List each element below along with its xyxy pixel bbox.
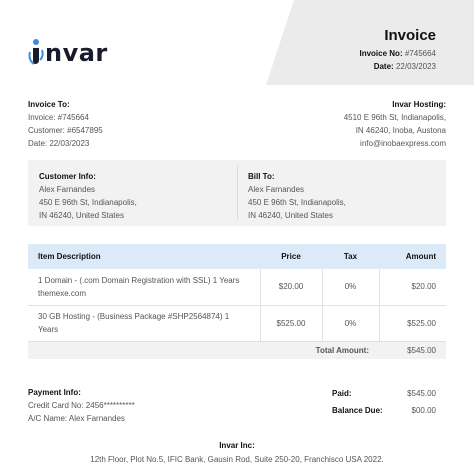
item-amount: $525.00 <box>379 305 446 341</box>
item-description: 30 GB Hosting - (Business Package #SHP2564874) 1 Years <box>28 305 260 341</box>
table-header-row <box>28 244 446 269</box>
bill-to-line: 450 E 96th St, Indianapolis, <box>248 198 346 207</box>
info-box <box>28 160 446 226</box>
hosting-heading: Invar Hosting: <box>392 100 446 109</box>
col-header-amount: Amount <box>379 244 446 269</box>
payment-name: A/C Name: Alex Farnandes <box>28 414 125 423</box>
invoice-number <box>359 49 436 58</box>
invoice-date-value: 22/03/2023 <box>395 62 436 71</box>
customer-info-line: 450 E 96th St, Indianapolis, <box>39 198 137 207</box>
customer-info-heading: Customer Info: <box>39 172 96 181</box>
invoice-number-value: #745664 <box>404 49 436 58</box>
footer-address: 12th Floor, Plot No.5, IFIC Bank, Gausin Rod, Suite 250-20, Franchisco USA 2022. <box>90 455 384 464</box>
bill-to-line: IN 46240, United States <box>248 211 333 220</box>
item-description: 1 Domain - (.com Domain Registration with SSL) 1 Years themexe.com <box>28 269 260 305</box>
balance-value: $00.00 <box>411 406 436 415</box>
header-shape <box>266 0 474 85</box>
balance-label: Balance Due: <box>332 406 383 415</box>
col-header-description: Item Description <box>28 244 260 269</box>
invoice-date-label: Date: <box>373 62 394 71</box>
info-divider <box>237 166 238 220</box>
hosting-block <box>344 98 446 150</box>
brand-logo <box>28 36 108 66</box>
item-amount: $20.00 <box>379 269 446 305</box>
item-price: $525.00 <box>260 305 322 341</box>
table-row <box>28 305 446 341</box>
hosting-line: IN 46240, Inoba, Austona <box>355 126 446 135</box>
customer-info-line: IN 46240, United States <box>39 211 124 220</box>
invoice-to-line: Invoice: #745664 <box>28 113 89 122</box>
item-tax: 0% <box>322 305 379 341</box>
col-header-price: Price <box>260 244 322 269</box>
invoice-to-block <box>28 98 103 150</box>
items-table <box>28 244 446 359</box>
invoice-date <box>374 62 436 71</box>
paid-label: Paid: <box>332 389 352 398</box>
bill-to <box>248 170 346 222</box>
item-price: $20.00 <box>260 269 322 305</box>
invoice-to-line: Customer: #6547895 <box>28 126 103 135</box>
invoice-number-label: Invoice No: <box>359 49 403 58</box>
hosting-line: 4510 E 96th St, Indianapolis, <box>343 113 446 122</box>
logo-text: nvar <box>45 39 108 67</box>
total-value: $545.00 <box>379 341 446 359</box>
person-logo-icon <box>28 38 44 66</box>
footer-company: Invar Inc: <box>219 441 255 450</box>
bill-to-heading: Bill To: <box>248 172 275 181</box>
customer-info-line: Alex Farnandes <box>39 185 96 194</box>
col-header-tax: Tax <box>322 244 379 269</box>
invoice-title: Invoice <box>384 27 436 44</box>
invoice-to-line: Date: 22/03/2023 <box>28 139 90 148</box>
total-label: Total Amount: <box>28 341 379 359</box>
table-row <box>28 269 446 305</box>
footer <box>0 441 474 464</box>
item-tax: 0% <box>322 269 379 305</box>
total-row <box>28 341 446 359</box>
payment-heading: Payment Info: <box>28 388 81 397</box>
customer-info <box>39 170 137 222</box>
invoice-to-heading: Invoice To: <box>28 100 70 109</box>
hosting-email: info@inobaexpress.com <box>360 139 446 148</box>
bill-to-line: Alex Farnandes <box>248 185 305 194</box>
payment-info <box>28 386 135 425</box>
payment-card: Credit Card No: 2456********** <box>28 401 135 410</box>
paid-value: $545.00 <box>407 389 436 398</box>
